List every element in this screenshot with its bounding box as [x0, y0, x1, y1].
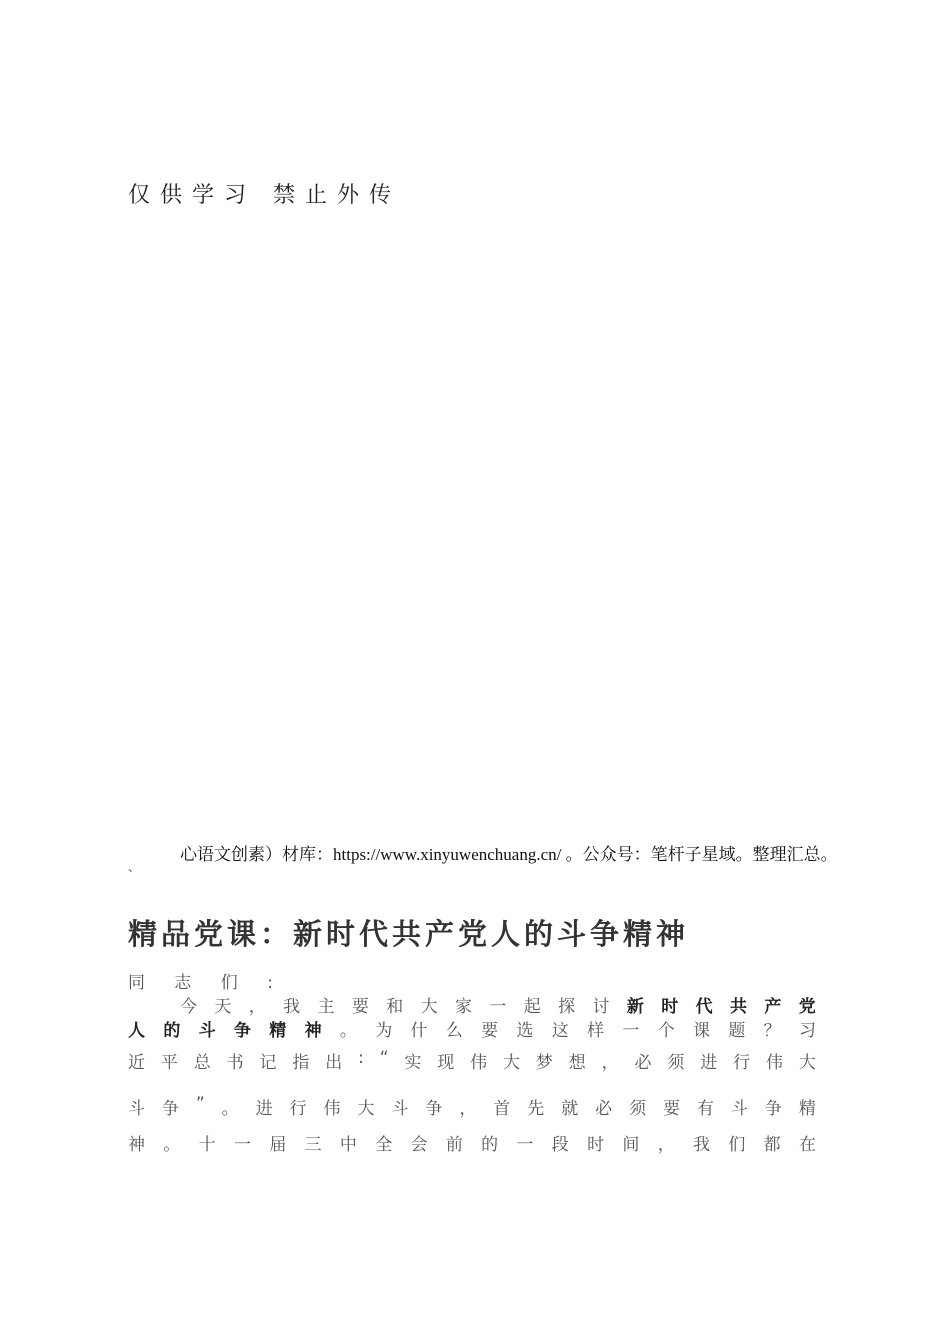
paragraph-char: 什 [410, 1021, 428, 1041]
paragraph-char: ， [248, 997, 266, 1017]
salutation: 同 志 们 : [128, 973, 285, 993]
paragraph-char: 今 [180, 997, 197, 1017]
paragraph-char: 起 [523, 997, 541, 1017]
tick-mark: 、 [128, 860, 141, 874]
emphasis-char: 共 [730, 997, 747, 1017]
paragraph-char: 有 [697, 1099, 715, 1119]
paragraph-char: 想 [568, 1053, 586, 1073]
emphasis-char: 的 [163, 1021, 181, 1041]
paragraph-char: 须 [629, 1099, 647, 1119]
paragraph-char: 的 [481, 1135, 499, 1155]
paragraph-char: 都 [763, 1135, 781, 1155]
paragraph-char: 争 [161, 1099, 179, 1119]
paragraph-char: 进 [700, 1053, 718, 1073]
paragraph-line-3 [128, 1048, 816, 1073]
paragraph-char: 主 [317, 997, 335, 1017]
paragraph-char: 天 [214, 997, 232, 1017]
paragraph-char: 出 [325, 1053, 343, 1073]
paragraph-char: 近 [128, 1053, 145, 1073]
paragraph-char: 时 [587, 1135, 605, 1155]
paragraph-char: 大 [503, 1053, 521, 1073]
paragraph-char: 在 [798, 1135, 816, 1155]
paragraph-char: 伟 [323, 1099, 341, 1119]
paragraph-char: 届 [269, 1135, 287, 1155]
paragraph-char: 实 [404, 1053, 422, 1073]
paragraph-char: 要 [663, 1099, 681, 1119]
paragraph-char: 一 [622, 1021, 640, 1041]
paragraph-char: 么 [445, 1021, 463, 1041]
paragraph-char: 一 [516, 1135, 534, 1155]
paragraph-line-2 [128, 1016, 816, 1041]
paragraph-char: 三 [304, 1135, 322, 1155]
paragraph-char: 必 [634, 1053, 652, 1073]
paragraph-char: 中 [339, 1135, 357, 1155]
emphasis-char: 争 [233, 1021, 251, 1041]
paragraph-char: 。 [221, 1099, 239, 1119]
paragraph-char: 这 [551, 1021, 569, 1041]
emphasis-char: 产 [764, 997, 782, 1017]
paragraph-char: 题 [728, 1021, 746, 1041]
paragraph-char: ” [195, 1094, 205, 1114]
emphasis-char: 人 [128, 1021, 145, 1041]
emphasis-char: 神 [304, 1021, 322, 1041]
paragraph-char: 讨 [592, 997, 610, 1017]
paragraph-char: : [358, 1048, 364, 1068]
paragraph-char: 大 [357, 1099, 375, 1119]
paragraph-line-4 [128, 1094, 816, 1119]
paragraph-char: 我 [283, 997, 301, 1017]
paragraph-char: 必 [595, 1099, 613, 1119]
paragraph-char: 大 [798, 1053, 816, 1073]
paragraph-char: ？ [763, 1021, 781, 1041]
paragraph-char: 一 [489, 997, 507, 1017]
paragraph-char: 神 [128, 1135, 145, 1155]
paragraph-char: 个 [657, 1021, 675, 1041]
paragraph-char: ， [657, 1135, 675, 1155]
paragraph-char: 梦 [535, 1053, 553, 1073]
paragraph-char: 伟 [470, 1053, 488, 1073]
paragraph-char: 总 [193, 1053, 211, 1073]
paragraph-char: 。 [163, 1135, 181, 1155]
paragraph-char: “ [379, 1048, 389, 1068]
document-title: 精品党课：新时代共产党人的斗争精神 [128, 917, 690, 951]
emphasis-char: 党 [798, 997, 816, 1017]
paragraph-char: 指 [292, 1053, 310, 1073]
emphasis-char: 代 [695, 997, 713, 1017]
paragraph-char: 须 [667, 1053, 685, 1073]
paragraph-char: 样 [587, 1021, 605, 1041]
paragraph-char: 记 [259, 1053, 277, 1073]
emphasis-char: 斗 [198, 1021, 216, 1041]
paragraph-char: 争 [764, 1099, 782, 1119]
paragraph-char: 探 [558, 997, 576, 1017]
paragraph-char: 大 [420, 997, 438, 1017]
source-line: 心语文创素）材库：https://www.xinyuwenchuang.cn/ 。公众号：笔杆子星域。整理汇总。 [180, 845, 838, 864]
paragraph-char: 全 [375, 1135, 393, 1155]
paragraph-char: ， [459, 1099, 477, 1119]
emphasis-char: 精 [269, 1021, 287, 1041]
paragraph-char: 行 [733, 1053, 751, 1073]
paragraph-line-1 [180, 992, 816, 1017]
paragraph-char: 一 [233, 1135, 251, 1155]
paragraph-char: 要 [351, 997, 369, 1017]
paragraph-char: 家 [455, 997, 472, 1017]
paragraph-char: 会 [410, 1135, 428, 1155]
paragraph-char: 书 [226, 1053, 244, 1073]
paragraph-char: 现 [437, 1053, 455, 1073]
paragraph-char: 首 [493, 1099, 511, 1119]
paragraph-char: 段 [551, 1135, 569, 1155]
paragraph-char: 平 [160, 1053, 178, 1073]
paragraph-char: 斗 [128, 1099, 145, 1119]
paragraph-char: 行 [289, 1099, 307, 1119]
paragraph-char: 先 [527, 1099, 545, 1119]
paragraph-char: 十 [198, 1135, 216, 1155]
paragraph-char: ， [601, 1053, 619, 1073]
notice-text: 仅供学习 禁止外传 [128, 183, 401, 208]
paragraph-char: 为 [375, 1021, 393, 1041]
paragraph-char: 精 [798, 1099, 816, 1119]
paragraph-char: 争 [425, 1099, 443, 1119]
emphasis-char: 时 [661, 997, 679, 1017]
paragraph-char: 斗 [391, 1099, 409, 1119]
paragraph-char: 间 [622, 1135, 640, 1155]
paragraph-char: 选 [516, 1021, 534, 1041]
paragraph-char: 前 [445, 1135, 463, 1155]
paragraph-char: 。 [339, 1021, 357, 1041]
paragraph-char: 习 [798, 1021, 816, 1041]
emphasis-char: 新 [626, 997, 644, 1017]
paragraph-char: 伟 [766, 1053, 784, 1073]
paragraph-char: 们 [728, 1135, 746, 1155]
paragraph-char: 要 [481, 1021, 499, 1041]
paragraph-char: 和 [386, 997, 404, 1017]
paragraph-char: 课 [693, 1021, 710, 1041]
paragraph-char: 进 [255, 1099, 273, 1119]
paragraph-line-5 [128, 1130, 816, 1155]
paragraph-char: 就 [561, 1099, 579, 1119]
paragraph-char: 我 [693, 1135, 710, 1155]
paragraph-char: 斗 [730, 1099, 748, 1119]
